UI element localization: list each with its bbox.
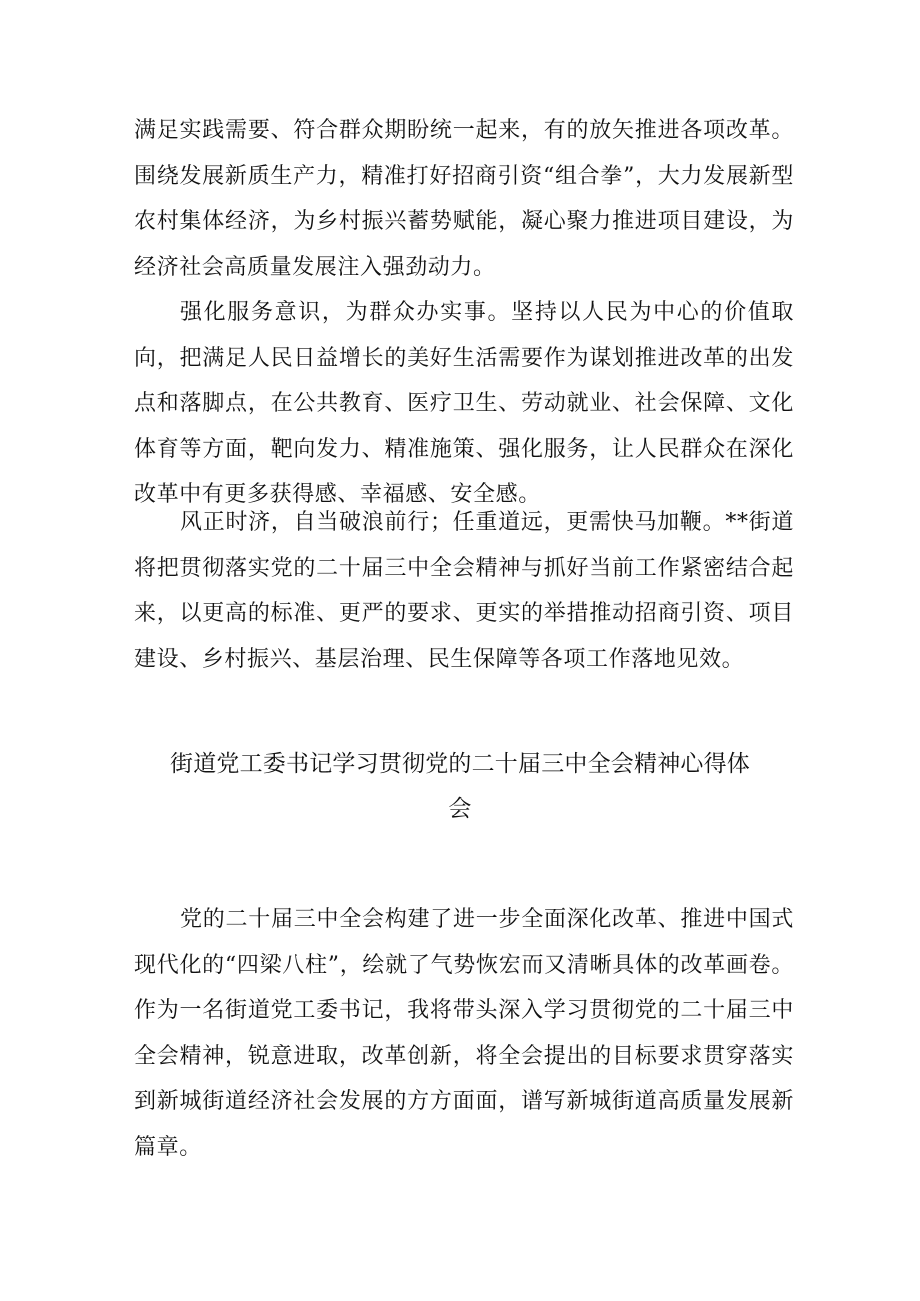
article-title: 街道党工委书记学习贯彻党的二十届三中全会精神心得体会 bbox=[170, 751, 750, 822]
closing-paragraph: 风正时济，自当破浪前行；任重道远，更需快马加鞭。**街道将把贯彻落实党的二十届三中全会精神与抓好当前工作紧密结合起来，以更高的标准、更严的要求、更实的举措推动招商引资、项目建设、乡村振兴、基层治理、民生保障等各项工作落地见效。 bbox=[134, 510, 794, 672]
article-intro-paragraph: 党的二十届三中全会构建了进一步全面深化改革、推进中国式现代化的“四梁八柱”，绘就了气势恢宏而又清晰具体的改革画卷。作为一名街道党工委书记，我将带头深入学习贯彻党的二十届三中全会精神，锐意进取，改革创新，将全会提出的目标要求贯穿落实到新城街道经济社会发展的方方面面，谱写新城街道高质量发展新篇章。 bbox=[134, 907, 794, 1160]
continued-paragraph: 满足实践需要、符合群众期盼统一起来，有的放矢推进各项改革。围绕发展新质生产力，精准打好招商引资“组合拳”，大力发展新型农村集体经济，为乡村振兴蓄势赋能，凝心聚力推进项目建设，为经济社会高质量发展注入强劲动力。 bbox=[134, 118, 794, 280]
service-paragraph: 强化服务意识，为群众办实事。坚持以人民为中心的价值取向，把满足人民日益增长的美好生活需要作为谋划推进改革的出发点和落脚点，在公共教育、医疗卫生、劳动就业、社会保障、文化体育等方面，靶向发力、精准施策、强化服务，让人民群众在深化改革中有更多获得感、幸福感、安全感。 bbox=[134, 300, 794, 507]
